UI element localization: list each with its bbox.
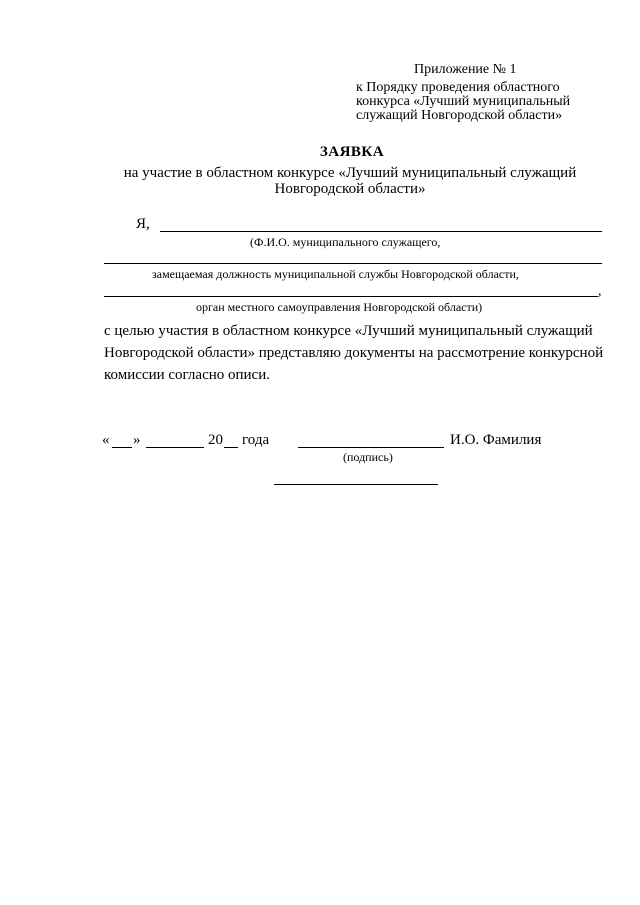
closing-separator <box>274 484 438 485</box>
body-line-2: Новгородской области» представляю документы на рассмотрение конкурсной <box>104 345 604 361</box>
position-field-line[interactable] <box>104 263 602 264</box>
year-suffix: года <box>242 432 270 448</box>
signature-field-line[interactable] <box>298 447 444 448</box>
organ-caption: орган местного самоуправления Новгородской области) <box>196 300 483 314</box>
year-prefix: 20 <box>208 432 223 448</box>
day-field-line[interactable] <box>112 447 132 448</box>
subtitle-line-2: Новгородской области» <box>274 181 426 197</box>
signature-caption: (подпись) <box>343 450 393 464</box>
body-line-1: с целью участия в областном конкурсе «Лучший муниципальный служащий <box>104 323 593 339</box>
appendix-number: Приложение № 1 <box>414 62 517 77</box>
document-title: ЗАЯВКА <box>319 144 385 160</box>
header-line-3: служащий Новгородской области» <box>356 108 563 123</box>
date-quote-close: » <box>133 432 141 448</box>
organ-comma: , <box>598 284 602 299</box>
month-field-line[interactable] <box>146 447 204 448</box>
date-quote-open: « <box>102 432 110 448</box>
fio-caption: (Ф.И.О. муниципального служащего, <box>250 235 441 249</box>
ya-label: Я, <box>136 216 150 232</box>
header-line-2: конкурса «Лучший муниципальный <box>356 94 571 109</box>
fio-field-line[interactable] <box>160 231 602 232</box>
body-line-3: комиссии согласно описи. <box>104 367 270 383</box>
subtitle-line-1: на участие в областном конкурсе «Лучший муниципальный служащий <box>123 165 577 181</box>
position-caption: замещаемая должность муниципальной службы Новгородской области, <box>152 267 519 281</box>
signer-name: И.О. Фамилия <box>450 432 542 448</box>
header-line-1: к Порядку проведения областного <box>356 80 560 95</box>
organ-field-line[interactable] <box>104 296 598 297</box>
year-field-line[interactable] <box>224 447 238 448</box>
